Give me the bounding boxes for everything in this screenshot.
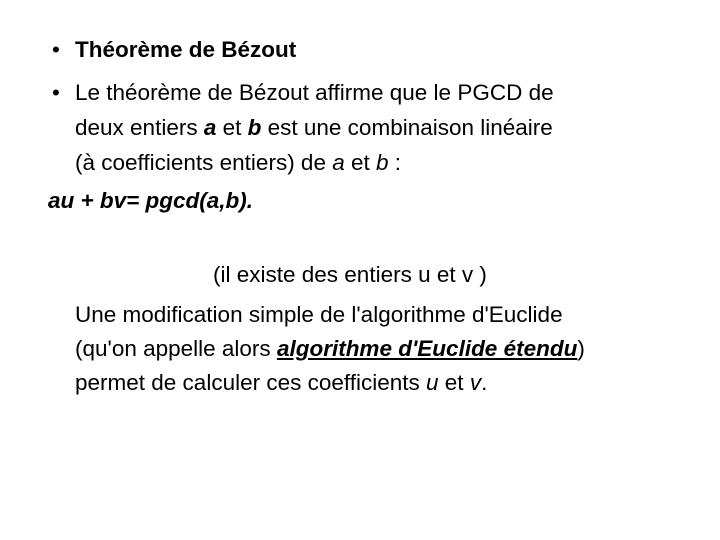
paragraph-line1: Une modification simple de l'algorithme d'Euclide bbox=[75, 302, 563, 327]
paragraph-line2: (qu'on appelle alors algorithme d'Euclide étendu) bbox=[75, 336, 585, 361]
bullet-marker: • bbox=[52, 80, 60, 105]
bezout-statement-line3: (à coefficients entiers) de a et b : bbox=[75, 150, 402, 175]
variable-a: a bbox=[203, 115, 217, 140]
bezout-statement-line1: Le théorème de Bézout affirme que le PGCD de bbox=[75, 80, 554, 105]
extended-euclid-link[interactable]: algorithme d'Euclide étendu bbox=[276, 336, 578, 361]
bezout-equation: au + bv= pgcd(a,b). bbox=[48, 188, 254, 213]
existence-note: (il existe des entiers u et v ) bbox=[213, 262, 487, 287]
bullet-title: Théorème de Bézout bbox=[75, 37, 297, 62]
bezout-statement-line2: deux entiers a et b est une combinaison linéaire bbox=[75, 115, 553, 140]
bullet-marker: • bbox=[52, 37, 60, 62]
paragraph-line3: permet de calculer ces coefficients u et v. bbox=[75, 370, 488, 395]
variable-b: b bbox=[247, 115, 262, 140]
